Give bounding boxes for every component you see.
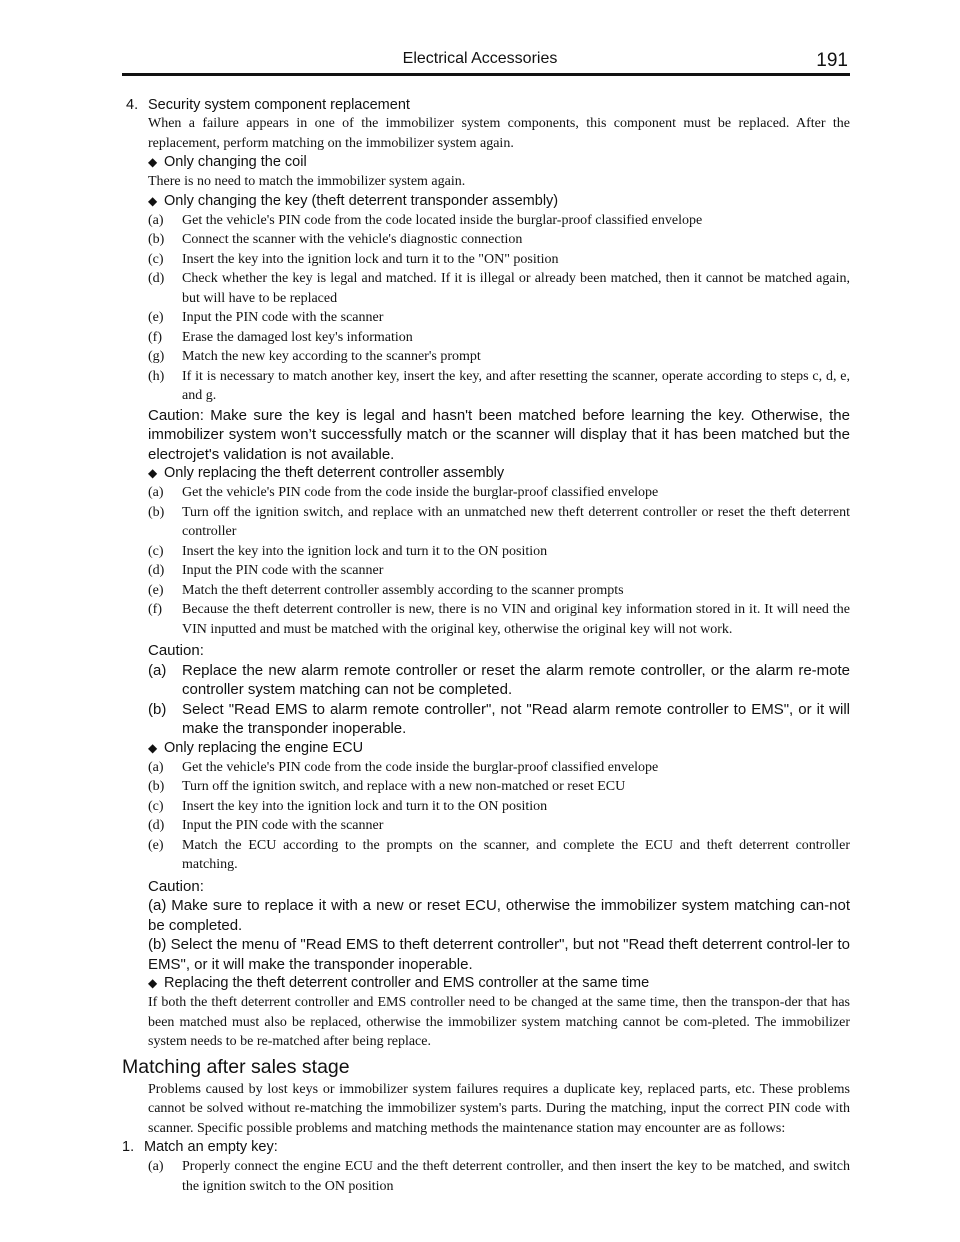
step-label: (e) (148, 582, 164, 598)
list-item (122, 308, 850, 328)
subheading-both (122, 974, 850, 993)
caution-item-text: Replace the new alarm remote controller or reset the alarm remote controller, or the alarm re-mote controller system matching can not be completed. (182, 661, 850, 698)
subheading-text: Only replacing the theft deterrent controller assembly (164, 465, 505, 481)
step-text: Turn off the ignition switch, and replace with an unmatched new theft deterrent controller or reset the theft deterrent controller (182, 504, 850, 539)
caution-item-label: (a) (148, 661, 167, 679)
step-label: (c) (148, 798, 164, 814)
page-number: 191 (816, 50, 848, 71)
step-text: Match the new key according to the scanner's prompt (182, 349, 481, 364)
step-text: Match the theft deterrent controller assembly according to the scanner prompts (182, 582, 624, 598)
step-text: Properly connect the engine ECU and the theft deterrent controller, and then insert the key to be matched, and switch the ignition switch to the ON position (182, 1159, 850, 1194)
section-intro: When a failure appears in one of the immobilizer system components, this component must be replaced. After the replacement, perform matching on the immobilizer system again. (148, 116, 850, 151)
list-item (122, 600, 850, 639)
diamond-bullet-icon: ◆ (148, 193, 158, 208)
list-item (122, 797, 850, 817)
list-item (122, 250, 850, 270)
section-number: 4. (126, 97, 139, 113)
section-title: Security system component replacement (148, 97, 410, 113)
diamond-bullet-icon: ◆ (148, 155, 158, 169)
step-label: (d) (148, 271, 165, 286)
subheading-text: Only changing the coil (164, 154, 307, 170)
step-label: (c) (148, 251, 164, 267)
step-text: Input the PIN code with the scanner (182, 818, 384, 833)
step-label: (a) (148, 212, 164, 228)
list-item (122, 367, 850, 406)
section-heading (122, 96, 850, 114)
step-text: Get the vehicle's PIN code from the code inside the burglar-proof classified envelope (182, 759, 659, 775)
step-text: Check whether the key is legal and matched. If it is illegal or already been matched, then it cannot be matched again, but will have to be replaced (182, 271, 850, 306)
empty-key-heading (122, 1138, 850, 1157)
step-text: Insert the key into the ignition lock and turn it to the ON position (182, 798, 548, 814)
step-label: (g) (148, 349, 165, 364)
subheading-key (122, 192, 850, 211)
step-text: Input the PIN code with the scanner (182, 563, 384, 578)
list-item (122, 816, 850, 836)
item-number: 1. (122, 1139, 135, 1155)
ecu-steps (122, 758, 850, 875)
list-item (122, 542, 850, 562)
step-text: Erase the damaged lost key's information (182, 329, 413, 345)
subheading-coil (122, 153, 850, 172)
step-label: (b) (148, 504, 165, 520)
list-item (122, 503, 850, 542)
step-label: (c) (148, 543, 164, 559)
key-steps (122, 211, 850, 406)
step-label: (d) (148, 818, 165, 833)
diamond-bullet-icon: ◆ (148, 976, 158, 990)
step-text: Match the ECU according to the prompts on the scanner, and complete the ECU and theft deterrent controller matching. (182, 837, 850, 872)
subheading-text: Replacing the theft deterrent controller and EMS controller at the same time (164, 975, 650, 991)
subheading-text: Only changing the key (theft deterrent transponder assembly) (164, 192, 559, 209)
caution-label: Caution: (148, 877, 204, 895)
subheading-controller (122, 464, 850, 483)
caution-label: Caution: (148, 642, 204, 659)
step-text: Get the vehicle's PIN code from the code inside the burglar-proof classified envelope (182, 485, 659, 500)
list-item (122, 211, 850, 231)
list-item (122, 483, 850, 503)
step-text: Because the theft deterrent controller is new, there is no VIN and original key information stored in it. It will need the VIN inputted and must be matched with the original key, otherwise the original key will not work. (182, 602, 850, 637)
step-text: Input the PIN code with the scanner (182, 310, 384, 325)
step-label: (h) (148, 368, 165, 384)
step-label: (a) (148, 485, 164, 500)
step-text: If it is necessary to match another key, insert the key, and after resetting the scanner, operate according to steps c, d, e, and g. (182, 368, 850, 403)
caution-item (122, 661, 850, 700)
caution-item (122, 700, 850, 739)
step-label: (f) (148, 602, 162, 617)
header-rule (122, 73, 850, 76)
step-label: (b) (148, 232, 165, 247)
controller-steps (122, 483, 850, 639)
item-title: Match an empty key: (144, 1139, 278, 1155)
list-item (122, 347, 850, 367)
running-header-title: Electrical Accessories (402, 50, 558, 67)
key-caution: Caution: Make sure the key is legal and hasn't been matched before learning the key. Otherwise, the immobilizer system won’t successfully match or the scanner will display that it has been matched but the electrojet's validation is not available. (148, 406, 850, 463)
step-label: (e) (148, 837, 164, 853)
step-label: (f) (148, 329, 162, 345)
diamond-bullet-icon: ◆ (148, 466, 158, 480)
step-label: (e) (148, 310, 164, 325)
list-item (122, 836, 850, 875)
list-item (122, 777, 850, 797)
step-text: Insert the key into the ignition lock and turn it to the ON position (182, 543, 548, 559)
step-label: (a) (148, 759, 164, 775)
step-label: (b) (148, 779, 165, 794)
list-item (122, 1157, 850, 1196)
list-item (122, 581, 850, 601)
list-item (122, 230, 850, 250)
caution-item-label: (b) (148, 700, 167, 718)
list-item (122, 269, 850, 308)
page-content (122, 96, 850, 1196)
list-item (122, 561, 850, 581)
list-item (122, 758, 850, 778)
coil-text: There is no need to match the immobilizer system again. (148, 174, 466, 189)
step-label: (d) (148, 563, 165, 578)
step-text: Connect the scanner with the vehicle's diagnostic connection (182, 232, 523, 247)
ecu-caution-b: (b) Select the menu of "Read EMS to theft deterrent controller", but not "Read theft deterrent control-ler to EMS", or it will make the transponder inoperable. (148, 936, 850, 973)
step-text: Get the vehicle's PIN code from the code located inside the burglar-proof classified envelope (182, 212, 703, 228)
subheading-ecu (122, 739, 850, 758)
after-sales-text: Problems caused by lost keys or immobilizer system failures requires a duplicate key, replaced parts, etc. These problems cannot be solved without re-matching the immobilizer system's parts. During the matching, input the correct PIN code with scanner. Specific possible problems and matching methods the maintenance station may encounter are as follows: (148, 1081, 850, 1136)
subheading-text: Only replacing the engine ECU (164, 739, 364, 756)
both-text: If both the theft deterrent controller and EMS controller need to be changed at the same time, then the transpon-der that has been matched must also be replaced, otherwise the immobilizer system matching cannot be com-pleted. The immobilizer system needs to be re-matched after being replace. (148, 995, 850, 1049)
caution-item-text: Select "Read EMS to alarm remote controller", not "Read alarm remote controller to EMS", or it will make the transponder inoperable. (182, 700, 850, 737)
after-sales-heading: Matching after sales stage (122, 1055, 350, 1078)
ecu-caution-a: (a) Make sure to replace it with a new or reset ECU, otherwise the immobilizer system matching can-not be completed. (148, 897, 850, 934)
list-item (122, 328, 850, 348)
step-label: (a) (148, 1159, 164, 1174)
step-text: Insert the key into the ignition lock and turn it to the "ON" position (182, 251, 559, 267)
diamond-bullet-icon: ◆ (148, 740, 158, 755)
step-text: Turn off the ignition switch, and replace with a new non-matched or reset ECU (182, 779, 626, 794)
